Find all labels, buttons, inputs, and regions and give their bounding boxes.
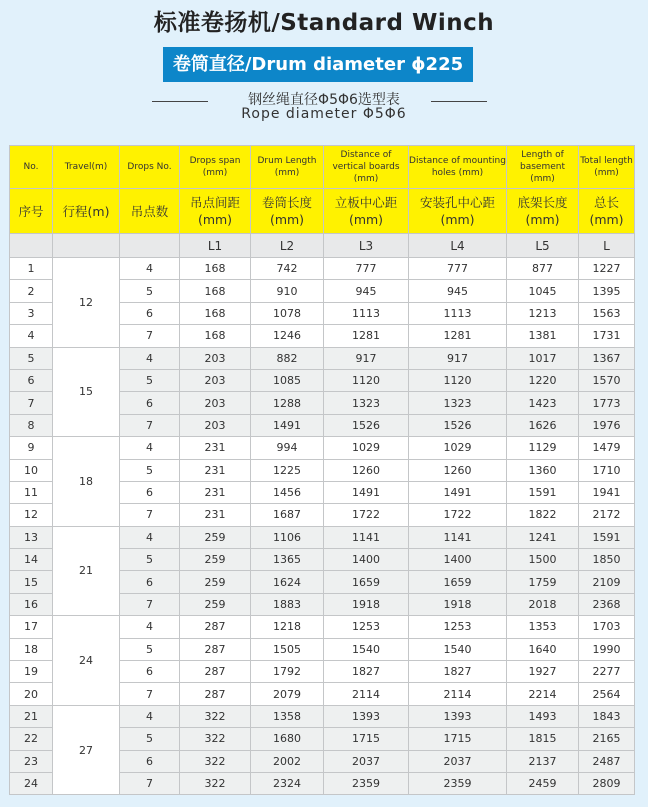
table-cell: 1722 — [324, 504, 409, 526]
header-cell: 序号 — [10, 189, 53, 234]
table-cell: 203 — [180, 414, 251, 436]
table-cell: 7 — [120, 504, 180, 526]
table-cell: 12 — [10, 504, 53, 526]
table-cell: 23 — [10, 750, 53, 772]
header-en-row — [10, 146, 635, 189]
table-cell: 2037 — [409, 750, 507, 772]
table-cell: 945 — [409, 280, 507, 302]
table-cell: 1367 — [579, 347, 635, 369]
travel-cell: 12 — [53, 258, 120, 348]
table-cell: 259 — [180, 593, 251, 615]
table-cell: 1353 — [507, 616, 579, 638]
header-cell: 安装孔中心距 (mm) — [409, 189, 507, 234]
table-cell: 1773 — [579, 392, 635, 414]
table-cell: 287 — [180, 616, 251, 638]
table-cell: 882 — [251, 347, 324, 369]
table-cell: 259 — [180, 526, 251, 548]
header-cell: Drops span (mm) — [180, 146, 251, 189]
table-cell: 4 — [120, 705, 180, 727]
table-cell: 5 — [120, 459, 180, 481]
table-cell: 1423 — [507, 392, 579, 414]
header-cell: L5 — [507, 234, 579, 258]
table-cell: 7 — [120, 414, 180, 436]
table-cell: 11 — [10, 481, 53, 503]
header-cell: L3 — [324, 234, 409, 258]
header-cell: Distance of mounting holes (mm) — [409, 146, 507, 189]
table-cell: 259 — [180, 549, 251, 571]
table-cell: 6 — [120, 392, 180, 414]
table-cell: 1381 — [507, 325, 579, 347]
travel-cell: 15 — [53, 347, 120, 437]
spec-table — [9, 145, 635, 795]
table-cell: 4 — [120, 258, 180, 280]
table-cell: 231 — [180, 504, 251, 526]
table-cell: 1078 — [251, 302, 324, 324]
table-cell: 10 — [10, 459, 53, 481]
header-cell: 立板中心距 (mm) — [324, 189, 409, 234]
table-cell: 1570 — [579, 369, 635, 391]
table-cell: 2368 — [579, 593, 635, 615]
table-cell: 1591 — [579, 526, 635, 548]
table-cell: 2037 — [324, 750, 409, 772]
table-cell: 16 — [10, 593, 53, 615]
table-cell: 1395 — [579, 280, 635, 302]
table-cell: 5 — [120, 638, 180, 660]
table-cell: 2324 — [251, 772, 324, 794]
header-cell — [53, 234, 120, 258]
table-cell: 231 — [180, 459, 251, 481]
table-cell: 322 — [180, 728, 251, 750]
header-cell: No. — [10, 146, 53, 189]
header-cell — [120, 234, 180, 258]
table-cell: 203 — [180, 369, 251, 391]
table-cell: 1113 — [409, 302, 507, 324]
header-cell: 吊点数 — [120, 189, 180, 234]
table-cell: 1540 — [409, 638, 507, 660]
drum-diameter-badge: 卷筒直径/Drum diameter ϕ225 — [163, 47, 473, 82]
table-cell: 1393 — [409, 705, 507, 727]
header-cell: 总长 (mm) — [579, 189, 635, 234]
table-cell: 5 — [120, 369, 180, 391]
table-cell: 1710 — [579, 459, 635, 481]
table-cell: 1246 — [251, 325, 324, 347]
table-cell: 1493 — [507, 705, 579, 727]
table-cell: 1 — [10, 258, 53, 280]
table-cell: 7 — [120, 772, 180, 794]
table-cell: 1360 — [507, 459, 579, 481]
table-cell: 2137 — [507, 750, 579, 772]
table-cell: 322 — [180, 772, 251, 794]
table-cell: 1843 — [579, 705, 635, 727]
table-cell: 1253 — [324, 616, 409, 638]
table-cell: 1227 — [579, 258, 635, 280]
table-cell: 1680 — [251, 728, 324, 750]
table-cell: 1505 — [251, 638, 324, 660]
table-cell: 7 — [120, 593, 180, 615]
table-cell: 1918 — [324, 593, 409, 615]
table-cell: 1456 — [251, 481, 324, 503]
header-cell: Length of basement (mm) — [507, 146, 579, 189]
table-cell: 2809 — [579, 772, 635, 794]
header-cell: Total length (mm) — [579, 146, 635, 189]
table-row — [10, 347, 635, 369]
table-cell: 777 — [409, 258, 507, 280]
table-cell: 1927 — [507, 661, 579, 683]
table-cell: 7 — [10, 392, 53, 414]
table-cell: 6 — [120, 302, 180, 324]
table-cell: 1260 — [324, 459, 409, 481]
table-cell: 5 — [120, 280, 180, 302]
header-cell: 行程(m) — [53, 189, 120, 234]
table-cell: 1120 — [409, 369, 507, 391]
table-cell: 287 — [180, 683, 251, 705]
header-cell — [10, 234, 53, 258]
travel-cell: 27 — [53, 705, 120, 795]
table-cell: 1815 — [507, 728, 579, 750]
table-cell: 3 — [10, 302, 53, 324]
table-cell: 877 — [507, 258, 579, 280]
table-cell: 231 — [180, 437, 251, 459]
table-cell: 945 — [324, 280, 409, 302]
table-cell: 322 — [180, 705, 251, 727]
header-cell: Distance of vertical boards (mm) — [324, 146, 409, 189]
table-cell: 1850 — [579, 549, 635, 571]
table-cell: 322 — [180, 750, 251, 772]
table-cell: 14 — [10, 549, 53, 571]
table-cell: 5 — [120, 549, 180, 571]
table-cell: 1659 — [409, 571, 507, 593]
table-cell: 1715 — [409, 728, 507, 750]
table-cell: 6 — [10, 369, 53, 391]
table-cell: 1400 — [409, 549, 507, 571]
table-cell: 4 — [120, 616, 180, 638]
table-cell: 1113 — [324, 302, 409, 324]
table-cell: 1827 — [324, 661, 409, 683]
table-cell: 1106 — [251, 526, 324, 548]
header-cell: L4 — [409, 234, 507, 258]
table-cell: 2172 — [579, 504, 635, 526]
table-cell: 1029 — [324, 437, 409, 459]
table-cell: 259 — [180, 571, 251, 593]
table-cell: 168 — [180, 258, 251, 280]
table-cell: 22 — [10, 728, 53, 750]
table-cell: 1491 — [324, 481, 409, 503]
table-cell: 1281 — [409, 325, 507, 347]
table-cell: 1400 — [324, 549, 409, 571]
table-cell: 1990 — [579, 638, 635, 660]
header-cell: L1 — [180, 234, 251, 258]
table-cell: 1976 — [579, 414, 635, 436]
table-cell: 168 — [180, 325, 251, 347]
table-cell: 1260 — [409, 459, 507, 481]
table-cell: 1241 — [507, 526, 579, 548]
table-cell: 1659 — [324, 571, 409, 593]
table-row — [10, 526, 635, 548]
table-cell: 1017 — [507, 347, 579, 369]
table-cell: 1120 — [324, 369, 409, 391]
table-cell: 1218 — [251, 616, 324, 638]
table-cell: 994 — [251, 437, 324, 459]
table-cell: 1715 — [324, 728, 409, 750]
table-row — [10, 437, 635, 459]
table-cell: 1029 — [409, 437, 507, 459]
table-cell: 1540 — [324, 638, 409, 660]
table-cell: 1253 — [409, 616, 507, 638]
subtitle-cn: 钢丝绳直径Φ5Φ6选型表 — [248, 92, 400, 108]
table-cell: 287 — [180, 661, 251, 683]
header-cell: L2 — [251, 234, 324, 258]
table-cell: 4 — [120, 347, 180, 369]
table-cell: 4 — [120, 526, 180, 548]
table-cell: 1827 — [409, 661, 507, 683]
table-cell: 1941 — [579, 481, 635, 503]
table-cell: 742 — [251, 258, 324, 280]
table-cell: 6 — [120, 661, 180, 683]
table-row — [10, 616, 635, 638]
table-cell: 2459 — [507, 772, 579, 794]
table-cell: 203 — [180, 347, 251, 369]
table-cell: 1731 — [579, 325, 635, 347]
table-cell: 5 — [120, 728, 180, 750]
table-cell: 1141 — [324, 526, 409, 548]
table-row — [10, 705, 635, 727]
table-cell: 168 — [180, 302, 251, 324]
table-cell: 917 — [324, 347, 409, 369]
table-cell: 777 — [324, 258, 409, 280]
header-cell: Travel(m) — [53, 146, 120, 189]
table-cell: 203 — [180, 392, 251, 414]
table-cell: 231 — [180, 481, 251, 503]
table-cell: 917 — [409, 347, 507, 369]
table-cell: 2359 — [324, 772, 409, 794]
table-cell: 2359 — [409, 772, 507, 794]
table-cell: 2564 — [579, 683, 635, 705]
table-cell: 1491 — [409, 481, 507, 503]
table-cell: 1479 — [579, 437, 635, 459]
table-cell: 1129 — [507, 437, 579, 459]
table-cell: 1085 — [251, 369, 324, 391]
table-cell: 1918 — [409, 593, 507, 615]
table-cell: 2 — [10, 280, 53, 302]
table-cell: 1491 — [251, 414, 324, 436]
table-cell: 1393 — [324, 705, 409, 727]
table-cell: 5 — [10, 347, 53, 369]
table-cell: 2002 — [251, 750, 324, 772]
table-cell: 1563 — [579, 302, 635, 324]
table-cell: 2114 — [409, 683, 507, 705]
table-cell: 7 — [120, 325, 180, 347]
header-cell: Drops No. — [120, 146, 180, 189]
table-cell: 2277 — [579, 661, 635, 683]
table-cell: 1591 — [507, 481, 579, 503]
table-cell: 19 — [10, 661, 53, 683]
table-cell: 18 — [10, 638, 53, 660]
table-cell: 287 — [180, 638, 251, 660]
table-row — [10, 258, 635, 280]
table-cell: 1722 — [409, 504, 507, 526]
table-cell: 1526 — [409, 414, 507, 436]
table-cell: 2079 — [251, 683, 324, 705]
table-cell: 20 — [10, 683, 53, 705]
table-cell: 21 — [10, 705, 53, 727]
table-cell: 1624 — [251, 571, 324, 593]
table-cell: 1213 — [507, 302, 579, 324]
table-cell: 168 — [180, 280, 251, 302]
table-cell: 1141 — [409, 526, 507, 548]
table-cell: 1822 — [507, 504, 579, 526]
travel-cell: 18 — [53, 437, 120, 527]
table-cell: 2114 — [324, 683, 409, 705]
table-cell: 910 — [251, 280, 324, 302]
table-cell: 1883 — [251, 593, 324, 615]
table-cell: 1358 — [251, 705, 324, 727]
table-cell: 2487 — [579, 750, 635, 772]
table-cell: 1500 — [507, 549, 579, 571]
travel-cell: 24 — [53, 616, 120, 706]
table-cell: 13 — [10, 526, 53, 548]
header-cn-row — [10, 189, 635, 234]
table-cell: 17 — [10, 616, 53, 638]
table-cell: 1792 — [251, 661, 324, 683]
table-cell: 1703 — [579, 616, 635, 638]
header-cell: 吊点间距 (mm) — [180, 189, 251, 234]
page-title: 标准卷扬机/Standard Winch — [153, 10, 495, 36]
table-cell: 4 — [120, 437, 180, 459]
table-cell: 1323 — [409, 392, 507, 414]
table-cell: 1281 — [324, 325, 409, 347]
header-cell: 底架长度 (mm) — [507, 189, 579, 234]
table-cell: 6 — [120, 750, 180, 772]
table-cell: 24 — [10, 772, 53, 794]
subtitle-en: Rope diameter Φ5Φ6 — [241, 106, 407, 122]
table-cell: 1288 — [251, 392, 324, 414]
table-cell: 7 — [120, 683, 180, 705]
table-cell: 1323 — [324, 392, 409, 414]
codes-row — [10, 234, 635, 258]
table-cell: 15 — [10, 571, 53, 593]
table-cell: 1687 — [251, 504, 324, 526]
table-cell: 6 — [120, 571, 180, 593]
header-cell: 卷筒长度 (mm) — [251, 189, 324, 234]
table-cell: 4 — [10, 325, 53, 347]
table-cell: 1759 — [507, 571, 579, 593]
header-cell: Drum Length (mm) — [251, 146, 324, 189]
table-cell: 2165 — [579, 728, 635, 750]
table-cell: 2214 — [507, 683, 579, 705]
table-cell: 1225 — [251, 459, 324, 481]
table-cell: 1045 — [507, 280, 579, 302]
table-cell: 1365 — [251, 549, 324, 571]
table-cell: 6 — [120, 481, 180, 503]
table-cell: 2109 — [579, 571, 635, 593]
table-cell: 1640 — [507, 638, 579, 660]
table-cell: 1626 — [507, 414, 579, 436]
table-cell: 1526 — [324, 414, 409, 436]
table-cell: 9 — [10, 437, 53, 459]
table-cell: 8 — [10, 414, 53, 436]
table-cell: 1220 — [507, 369, 579, 391]
header-cell: L — [579, 234, 635, 258]
table-cell: 2018 — [507, 593, 579, 615]
travel-cell: 21 — [53, 526, 120, 616]
